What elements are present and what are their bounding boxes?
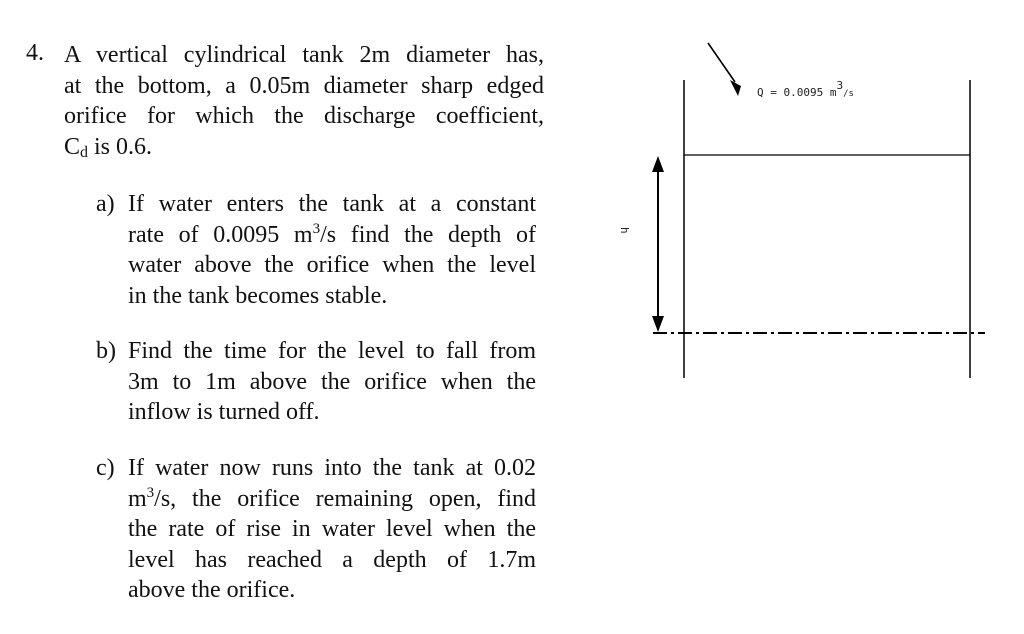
part-c [96,453,546,608]
part-c-line-1: If water now runs into the tank at 0.02 [128,455,536,481]
flow-rate-main: Q = 0.0095 m [757,86,837,99]
part-a-label: a) [96,191,115,217]
cd-symbol: C [64,133,81,160]
part-a-line-4: in the tank becomes stable. [128,282,388,309]
part-c-text [128,453,536,606]
part-b [96,336,546,430]
question-intro [64,40,544,168]
part-c-line-2 [128,484,536,515]
part-c-line-3: the rate of rise in water level when the [128,516,536,542]
flow-rate-label [757,79,854,99]
part-b-line-1: Find the time for the level to fall from [128,338,536,364]
part-a-line-3: water above the orifice when the level [128,252,536,278]
part-a-line-1: If water enters the tank at a constant [128,191,536,217]
part-a-line-2 [128,220,536,251]
part-a-line-2-pre: rate of 0.0095 m [128,221,313,248]
part-c-unit-exponent: 3 [146,484,155,501]
part-a-line-2-post: /s find the depth of [320,221,537,248]
flow-rate-unit: /s [843,89,854,99]
part-a [96,189,546,313]
intro-line-1: A vertical cylindrical tank 2m diameter has, [64,42,544,68]
part-a-text [128,189,536,311]
cd-subscript: d [80,143,89,161]
inflow-arrow-icon [708,43,741,96]
part-c-line-5: above the orifice. [128,577,296,603]
part-b-text [128,336,536,428]
flow-rate-exponent: 3 [836,79,844,92]
part-c-line-2-post: /s, the orifice remaining open, find [154,485,536,512]
question-number: 4. [26,40,44,66]
part-b-line-2: 3m to 1m above the orifice when the [128,368,536,395]
part-c-line-4: level has reached a depth of 1.7m [128,546,536,573]
intro-line-4 [64,132,544,169]
part-c-line-2-pre: m [128,485,147,512]
part-b-label: b) [96,338,116,364]
part-a-unit-exponent: 3 [312,220,321,237]
height-label: h [618,227,631,234]
height-dimension-arrow-icon [652,156,664,332]
intro-line-2: at the bottom, a 0.05m diameter sharp edged [64,72,544,99]
part-c-label: c) [96,455,115,481]
part-b-line-3: inflow is turned off. [128,399,320,425]
cd-tail: is 0.6. [88,133,153,160]
intro-line-3: orifice for which the discharge coefficient, [64,103,544,129]
